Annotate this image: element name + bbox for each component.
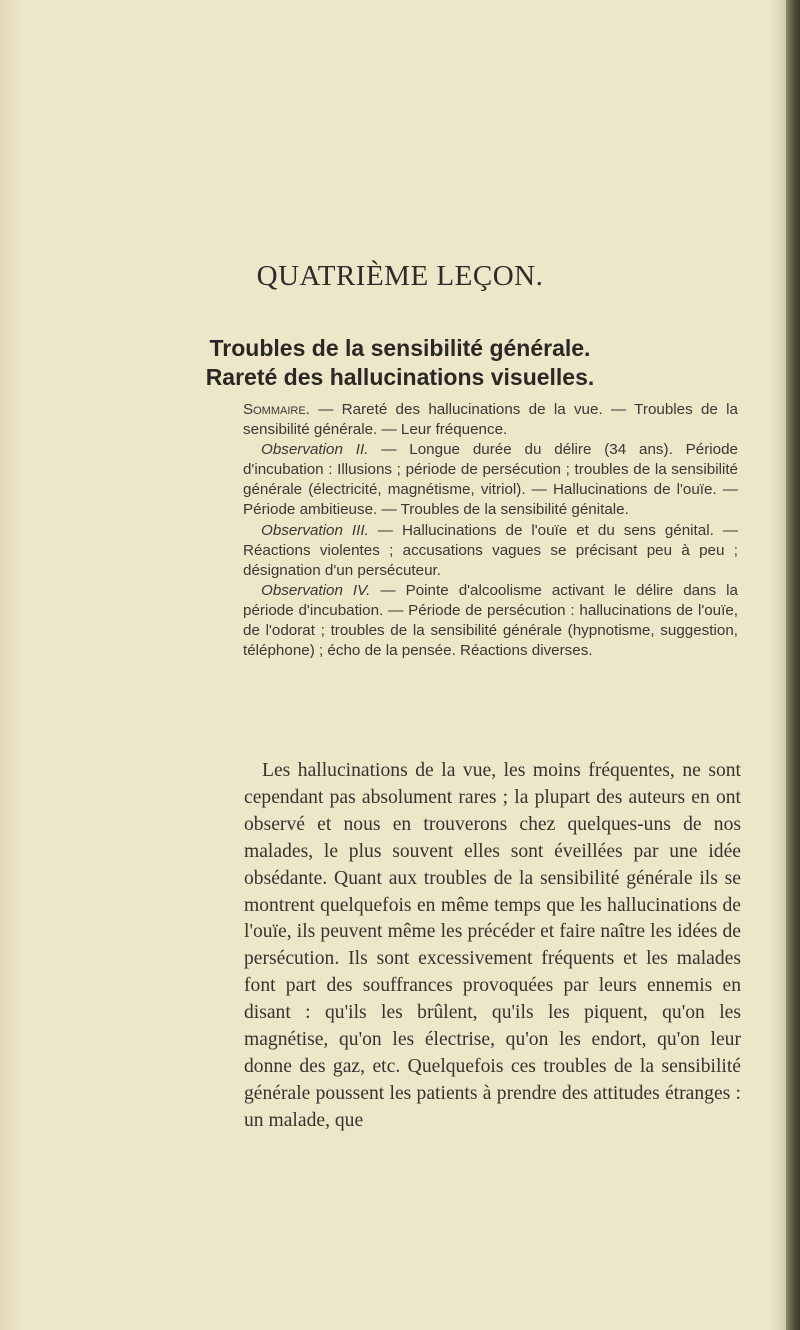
summary-observation-4 — [243, 581, 738, 661]
summary-label: Sommaire. — [243, 401, 310, 418]
observation-label: Observation IV. — [261, 581, 371, 599]
section-title: Troubles de la sensibilité générale. Rareté des hallucinations visuelles. — [205, 335, 595, 390]
body-paragraph: Les hallucinations de la vue, les moins fréquentes, ne sont cependant pas absolument rares ; la plupart des auteurs en ont observé et nous en trouverons chez quelques-uns de nos malades, le plus souvent elles sont éveillées par une idée obsédante. Quant aux troubles de la sensibilité générale ils se montrent quelquefois en même temps que les hallucinations de l'ouïe, ils peuvent même les précéder et faire naître les idées de persécution. Ils sont excessivement fréquents et les malades font part des souffrances provoquées par leurs ennemis en disant : qu'ils les brûlent, qu'ils les piquent, qu'on les magnétise, qu'on les électrise, qu'on les endort, qu'on leur donne des gaz, etc. Quelquefois ces troubles de la sensibilité générale poussent les patients à prendre des attitudes étranges : un malade, que — [244, 760, 741, 1131]
observation-label: Observation II. — [261, 441, 369, 459]
chapter-title: QUATRIÈME LEÇON. — [256, 260, 544, 292]
summary-block — [243, 400, 738, 661]
observation-text: — Pointe d'alcoolisme activant le délire dans la période d'incubation. — Période de persécution : hallucinations de l'ouïe, de l'odorat ; troubles de la sensibilité générale (hypnotisme, suggestion, téléphone) ; écho de la pensée. Réactions diverses. — [243, 581, 738, 660]
summary-observation-2 — [243, 440, 738, 520]
observation-text: — Longue durée du délire (34 ans). Période d'incubation : Illusions ; période de persécution ; troubles de la sensibilité générale (électricité, magnétisme, vitriol). — Hallucinations de l'ouïe. — Période ambitieuse. — Troubles de la sensibilité génitale. — [243, 441, 739, 519]
page-binding-edge — [786, 0, 800, 1330]
observation-label: Observation III. — [261, 521, 369, 539]
summary-observation-3 — [243, 521, 738, 581]
summary-intro — [243, 400, 738, 440]
observation-text: — Hallucinations de l'ouïe et du sens génital. — Réactions violentes ; accusations vagues se précisant peu à peu ; désignation d'un persécuteur. — [243, 521, 738, 579]
summary-intro-text: — Rareté des hallucinations de la vue. — Troubles de la sensibilité générale. — Leur fréquence. — [243, 401, 738, 439]
